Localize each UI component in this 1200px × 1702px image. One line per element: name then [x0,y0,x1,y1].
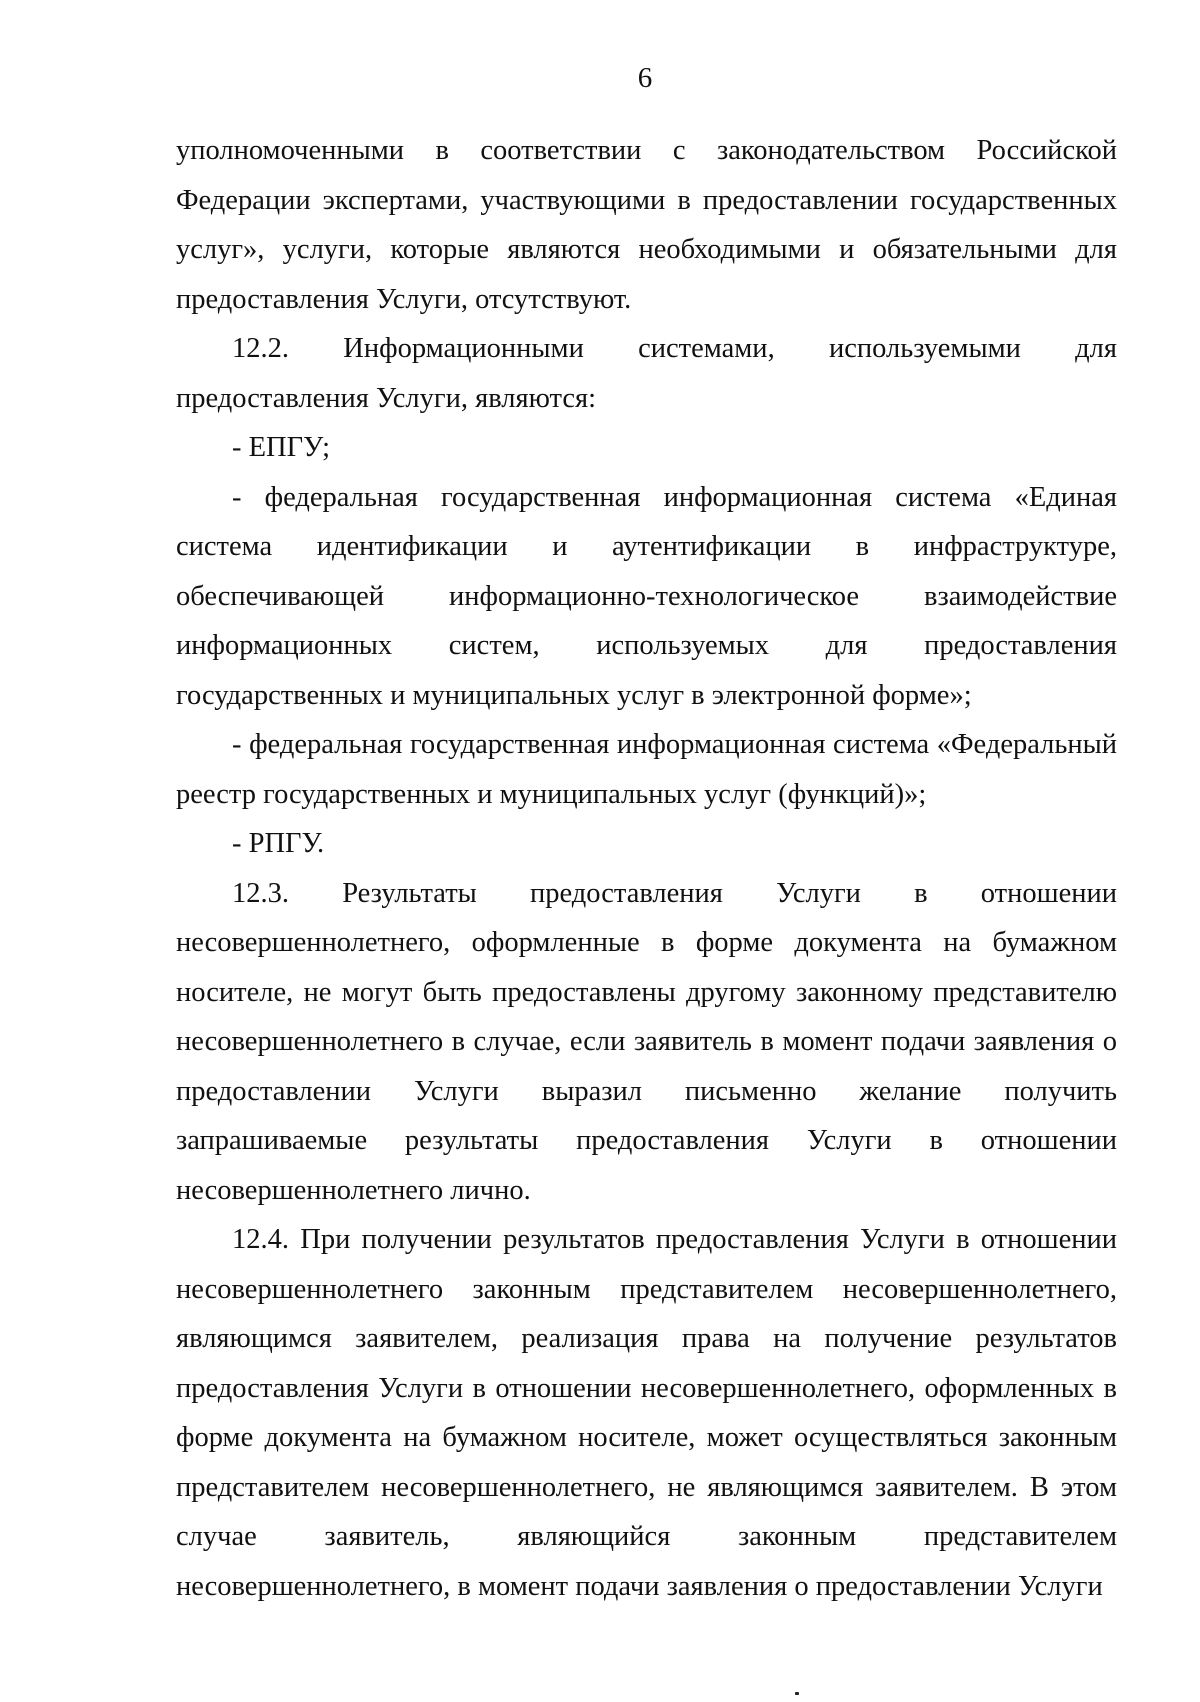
page-number: 6 [637,62,653,94]
scan-artifact [795,1692,799,1695]
paragraph-12-4: 12.4. При получении результатов предоставления Услуги в отношении несовершеннолетнего законным представителем несовершеннолетнего, являющимся заявителем, реализация права на получение результатов предоставления Услуги в отношении несовершеннолетнего, оформленных в форме документа на бумажном носителе, может осуществляться законным представителем несовершеннолетнего, не являющимся заявителем. В этом случае заявитель, являющийся законным представителем несовершеннолетнего, в момент подачи заявления о предоставлении Услуги [176,1224,1117,1602]
list-item-rpgu: - РПГУ. [232,828,325,859]
list-item-epgu: - ЕПГУ; [232,432,331,463]
list-item-frgu: - федеральная государственная информационная система «Федеральный реестр государственных и муниципальных услуг (функций)»; [176,729,1117,810]
paragraph-continuation: уполномоченными в соответствии с законодательством Российской Федерации экспертами, участвующими в предоставлении государственных услуг», услуги, которые являются необходимыми и обязательными для предоставления Услуги, отсутствуют. [176,135,1117,315]
paragraph-12-2: 12.2. Информационными системами, используемыми для предоставления Услуги, являются: [176,333,1117,414]
paragraph-12-3: 12.3. Результаты предоставления Услуги в отношении несовершеннолетнего, оформленные в форме документа на бумажном носителе, не могут быть предоставлены другому законному представителю несовершеннолетнего в случае, если заявитель в момент подачи заявления о предоставлении Услуги выразил письменно желание получить запрашиваемые результаты предоставления Услуги в отношении несовершеннолетнего лично. [176,877,1117,1206]
list-item-esia: - федеральная государственная информационная система «Единая система идентификации и аутентификации в инфраструктуре, обеспечивающей информационно-технологическое взаимодействие информационных систем, используемых для предоставления государственных и муниципальных услуг в электронной форме»; [176,481,1117,711]
document-body [176,126,1117,1611]
